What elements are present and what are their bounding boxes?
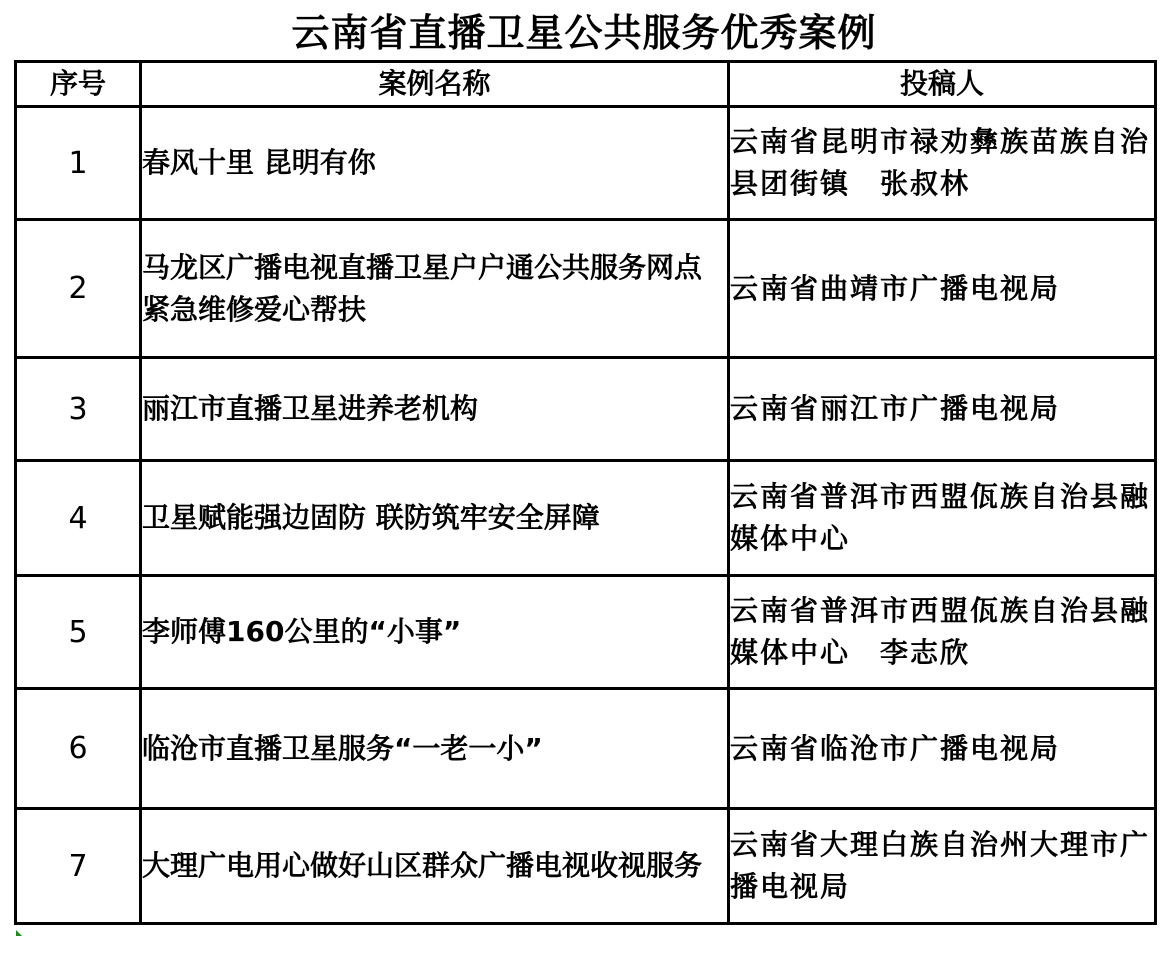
cell-no: 2: [16, 220, 141, 358]
table-row: [16, 107, 1156, 220]
header-no: 序号: [16, 62, 141, 107]
table-row: [16, 358, 1156, 461]
table-row: [16, 220, 1156, 358]
cell-name: 李师傅160公里的“小事”: [141, 576, 729, 689]
cell-author: 云南省曲靖市广播电视局: [729, 220, 1156, 358]
table-row: [16, 461, 1156, 576]
cell-no: 7: [16, 809, 141, 924]
cell-no: 3: [16, 358, 141, 461]
cell-author: 云南省普洱市西盟佤族自治县融媒体中心: [729, 461, 1156, 576]
header-name: 案例名称: [141, 62, 729, 107]
header-row: [16, 62, 1156, 107]
cell-no: 6: [16, 689, 141, 809]
cell-author: 云南省昆明市禄劝彝族苗族自治县团街镇 张叔林: [729, 107, 1156, 220]
cell-name: 卫星赋能强边固防 联防筑牢安全屏障: [141, 461, 729, 576]
cell-corner-marker-icon: [16, 930, 22, 936]
document-title: 云南省直播卫星公共服务优秀案例: [291, 11, 877, 55]
cell-no: 1: [16, 107, 141, 220]
cell-name: 丽江市直播卫星进养老机构: [141, 358, 729, 461]
cell-no: 4: [16, 461, 141, 576]
cell-author: 云南省临沧市广播电视局: [729, 689, 1156, 809]
cell-author: 云南省丽江市广播电视局: [729, 358, 1156, 461]
table-row: [16, 576, 1156, 689]
header-author: 投稿人: [729, 62, 1156, 107]
cell-name: 临沧市直播卫星服务“一老一小”: [141, 689, 729, 809]
cell-name: 春风十里 昆明有你: [141, 107, 729, 220]
cell-name: 马龙区广播电视直播卫星户户通公共服务网点紧急维修爱心帮扶: [141, 220, 729, 358]
cell-name: 大理广电用心做好山区群众广播电视收视服务: [141, 809, 729, 924]
cell-author: 云南省大理白族自治州大理市广播电视局: [729, 809, 1156, 924]
cell-author: 云南省普洱市西盟佤族自治县融媒体中心 李志欣: [729, 576, 1156, 689]
cell-no: 5: [16, 576, 141, 689]
table-row: [16, 809, 1156, 924]
cases-table: [14, 60, 1157, 925]
table-row: [16, 689, 1156, 809]
